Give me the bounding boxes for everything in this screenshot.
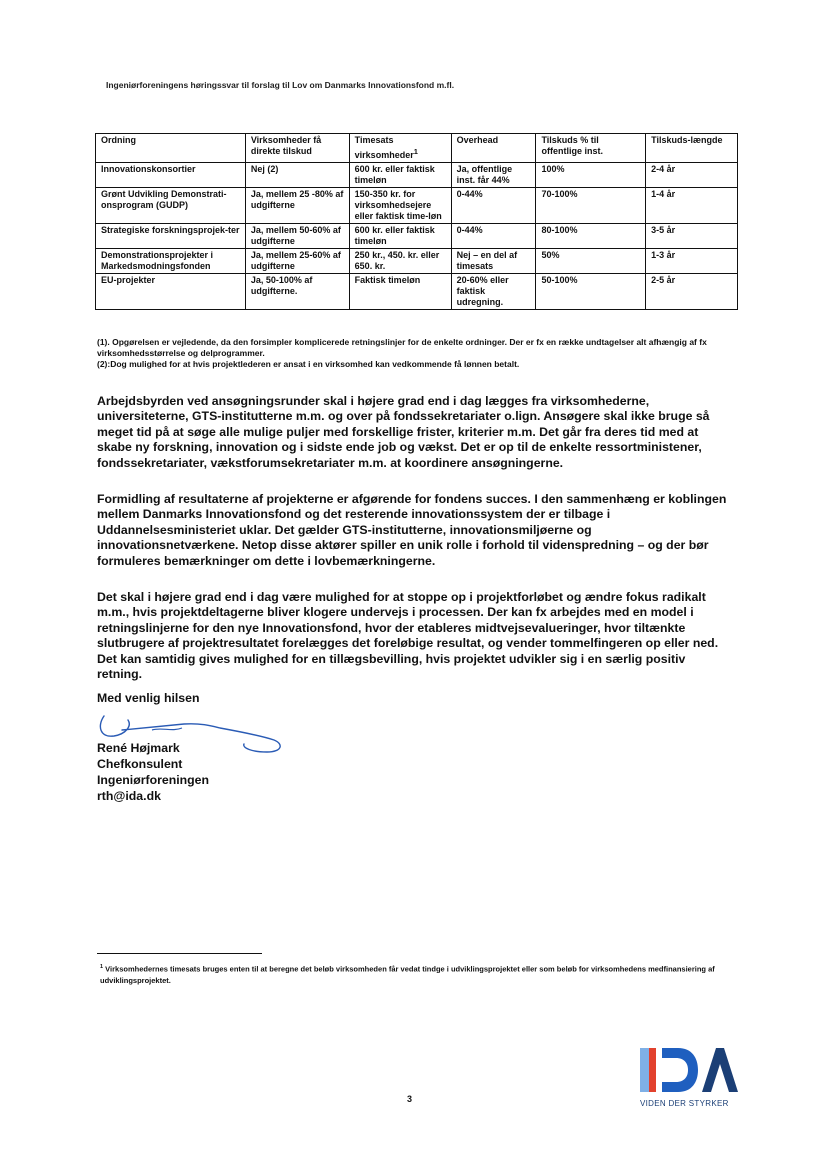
logo-tagline: VIDEN DER STYRKER bbox=[640, 1099, 729, 1108]
table-note: (1). Opgørelsen er vejledende, da den forsimpler komplicerede retningslinjer for de enkelte ordninger. Der er fx en række undtagelser alt afhængig af fx virksomhedsstørrelse og delprogrammer. bbox=[97, 337, 707, 358]
footnote bbox=[100, 962, 740, 986]
table-cell: 0-44% bbox=[451, 224, 536, 249]
table-row bbox=[96, 274, 738, 310]
table-header-row bbox=[96, 134, 738, 163]
document-header: Ingeniørforeningens høringssvar til forslag til Lov om Danmarks Innovationsfond m.fl. bbox=[106, 80, 455, 90]
col-header: Tilskuds % til offentlige inst. bbox=[536, 134, 646, 163]
table-cell: 100% bbox=[536, 163, 646, 188]
table-cell: 1-4 år bbox=[646, 188, 738, 224]
table-cell: 600 kr. eller faktisk timeløn bbox=[349, 163, 451, 188]
logo-a-shape bbox=[702, 1048, 738, 1092]
table-cell: 20-60% eller faktisk udregning. bbox=[451, 274, 536, 310]
signatory-organization: Ingeniørforeningen bbox=[97, 773, 210, 787]
ida-logo bbox=[638, 1044, 738, 1096]
table-row bbox=[96, 224, 738, 249]
col-header: Ordning bbox=[96, 134, 246, 163]
table-cell: EU-projekter bbox=[96, 274, 246, 310]
body-paragraph: Formidling af resultaterne af projekterne er afgørende for fondens succes. I den sammenhæng er koblingen mellem Danmarks Innovationsfond og det resterende innovationssystem der er tilbage i Uddannelsesministeriet uklar. Det gælder GTS-institutterne, innovationsmiljøerne og innovationsnetværkene. Netop disse aktører spiller en unik rolle i forhold til videnspredning – og der bør formuleres bemærkninger om dette i lovbemærkningerne. bbox=[97, 492, 727, 568]
table-note: (2):Dog mulighed for at hvis projektlederen er ansat i en virksomhed kan vedkommende få lønnen betalt. bbox=[97, 359, 520, 369]
body-paragraph: Det skal i højere grad end i dag være mulighed for at stoppe op i projektforløbet og ændre fokus radikalt m.m., hvis projektdeltagerne bliver klogere undervejs i processen. Der kan fx arbejdes med en model i retningslinjerne for den nye Innovationsfond, hvor der etableres midtvejsevalueringer, hvor tiltænkte slutbrugere af projektresultatet forelægges det foreløbige resultat, og vender tommelfingeren op eller ned. Det kan samtidig gives mulighed for en tillægsbevilling, hvis projektet udvikler sig i en særlig positiv retning. bbox=[97, 590, 719, 682]
table-cell: Nej (2) bbox=[245, 163, 349, 188]
body-paragraph: Arbejdsbyrden ved ansøgningsrunder skal i højere grad end i dag lægges fra virksomhederne, universiteterne, GTS-institutterne m.m. og over på fondssekretariater o.lign. Ansøgere skal ikke bruge så meget tid på at søge alle mulige puljer med forskellige frister, kriterier m.m. Det går fra deres tid med at skabe ny forskning, innovation og i sidste ende job og vækst. Det er op til de enkelte ressortministener, fondssekretariater, vækstforumsekretariater m.m. at koordinere ansøgningerne. bbox=[97, 394, 710, 470]
signature-block bbox=[97, 740, 209, 804]
col-header: Virksomheder få direkte tilskud bbox=[245, 134, 349, 163]
signatory-email[interactable]: rth@ida.dk bbox=[97, 789, 161, 803]
signatory-title: Chefkonsulent bbox=[97, 757, 183, 771]
table-cell: 50-100% bbox=[536, 274, 646, 310]
logo-accent-bar bbox=[649, 1048, 656, 1092]
logo-d-shape bbox=[662, 1048, 698, 1092]
col-header-label: Timesats virksomheder bbox=[354, 135, 414, 160]
col-header: Overhead bbox=[451, 134, 536, 163]
table-cell: Grønt Udvikling Demonstrati-onsprogram (GUDP) bbox=[96, 188, 246, 224]
table-row bbox=[96, 163, 738, 188]
table-cell: Ja, 50-100% af udgifterne. bbox=[245, 274, 349, 310]
closing-salutation: Med venlig hilsen bbox=[97, 691, 200, 705]
footnote-ref: 1 bbox=[413, 147, 418, 156]
table-cell: Innovationskonsortier bbox=[96, 163, 246, 188]
table-cell: Strategiske forskningsprojek-ter bbox=[96, 224, 246, 249]
page-number: 3 bbox=[407, 1094, 413, 1104]
table-cell: Demonstrationsprojekter i Markedsmodningsfonden bbox=[96, 249, 246, 274]
footnote-marker: 1 bbox=[100, 964, 104, 970]
table-cell: Ja, mellem 25-60% af udgifterne bbox=[245, 249, 349, 274]
footnote-text: Virksomhedernes timesats bruges enten til at beregne det beløb virksomheden får vedat tindge i udviklingsprojektet eller som beløb for virksomhedens medfinansiering af udviklingsprojektet. bbox=[100, 964, 715, 985]
table-cell: Nej – en del af timesats bbox=[451, 249, 536, 274]
table-cell: Ja, offentlige inst. får 44% bbox=[451, 163, 536, 188]
col-header: Tilskuds-længde bbox=[646, 134, 738, 163]
table-cell: 600 kr. eller faktisk timeløn bbox=[349, 224, 451, 249]
col-header bbox=[349, 134, 451, 163]
table-cell: Ja, mellem 50-60% af udgifterne bbox=[245, 224, 349, 249]
funding-schemes-table bbox=[95, 133, 738, 310]
table-cell: 50% bbox=[536, 249, 646, 274]
table-cell: 150-350 kr. for virksomhedsejere eller faktisk time-løn bbox=[349, 188, 451, 224]
footnote-divider bbox=[97, 953, 262, 954]
table-cell: 70-100% bbox=[536, 188, 646, 224]
table-cell: 250 kr., 450. kr. eller 650. kr. bbox=[349, 249, 451, 274]
table-cell: 80-100% bbox=[536, 224, 646, 249]
table-notes bbox=[97, 337, 757, 370]
logo-i-shape bbox=[640, 1048, 649, 1092]
table-row bbox=[96, 188, 738, 224]
signatory-name: René Højmark bbox=[97, 741, 180, 755]
table-cell: Ja, mellem 25 -80% af udgifterne bbox=[245, 188, 349, 224]
table-cell: 0-44% bbox=[451, 188, 536, 224]
table-cell: 2-4 år bbox=[646, 163, 738, 188]
table-row bbox=[96, 249, 738, 274]
table-cell: Faktisk timeløn bbox=[349, 274, 451, 310]
table-cell: 2-5 år bbox=[646, 274, 738, 310]
table-cell: 3-5 år bbox=[646, 224, 738, 249]
table-cell: 1-3 år bbox=[646, 249, 738, 274]
